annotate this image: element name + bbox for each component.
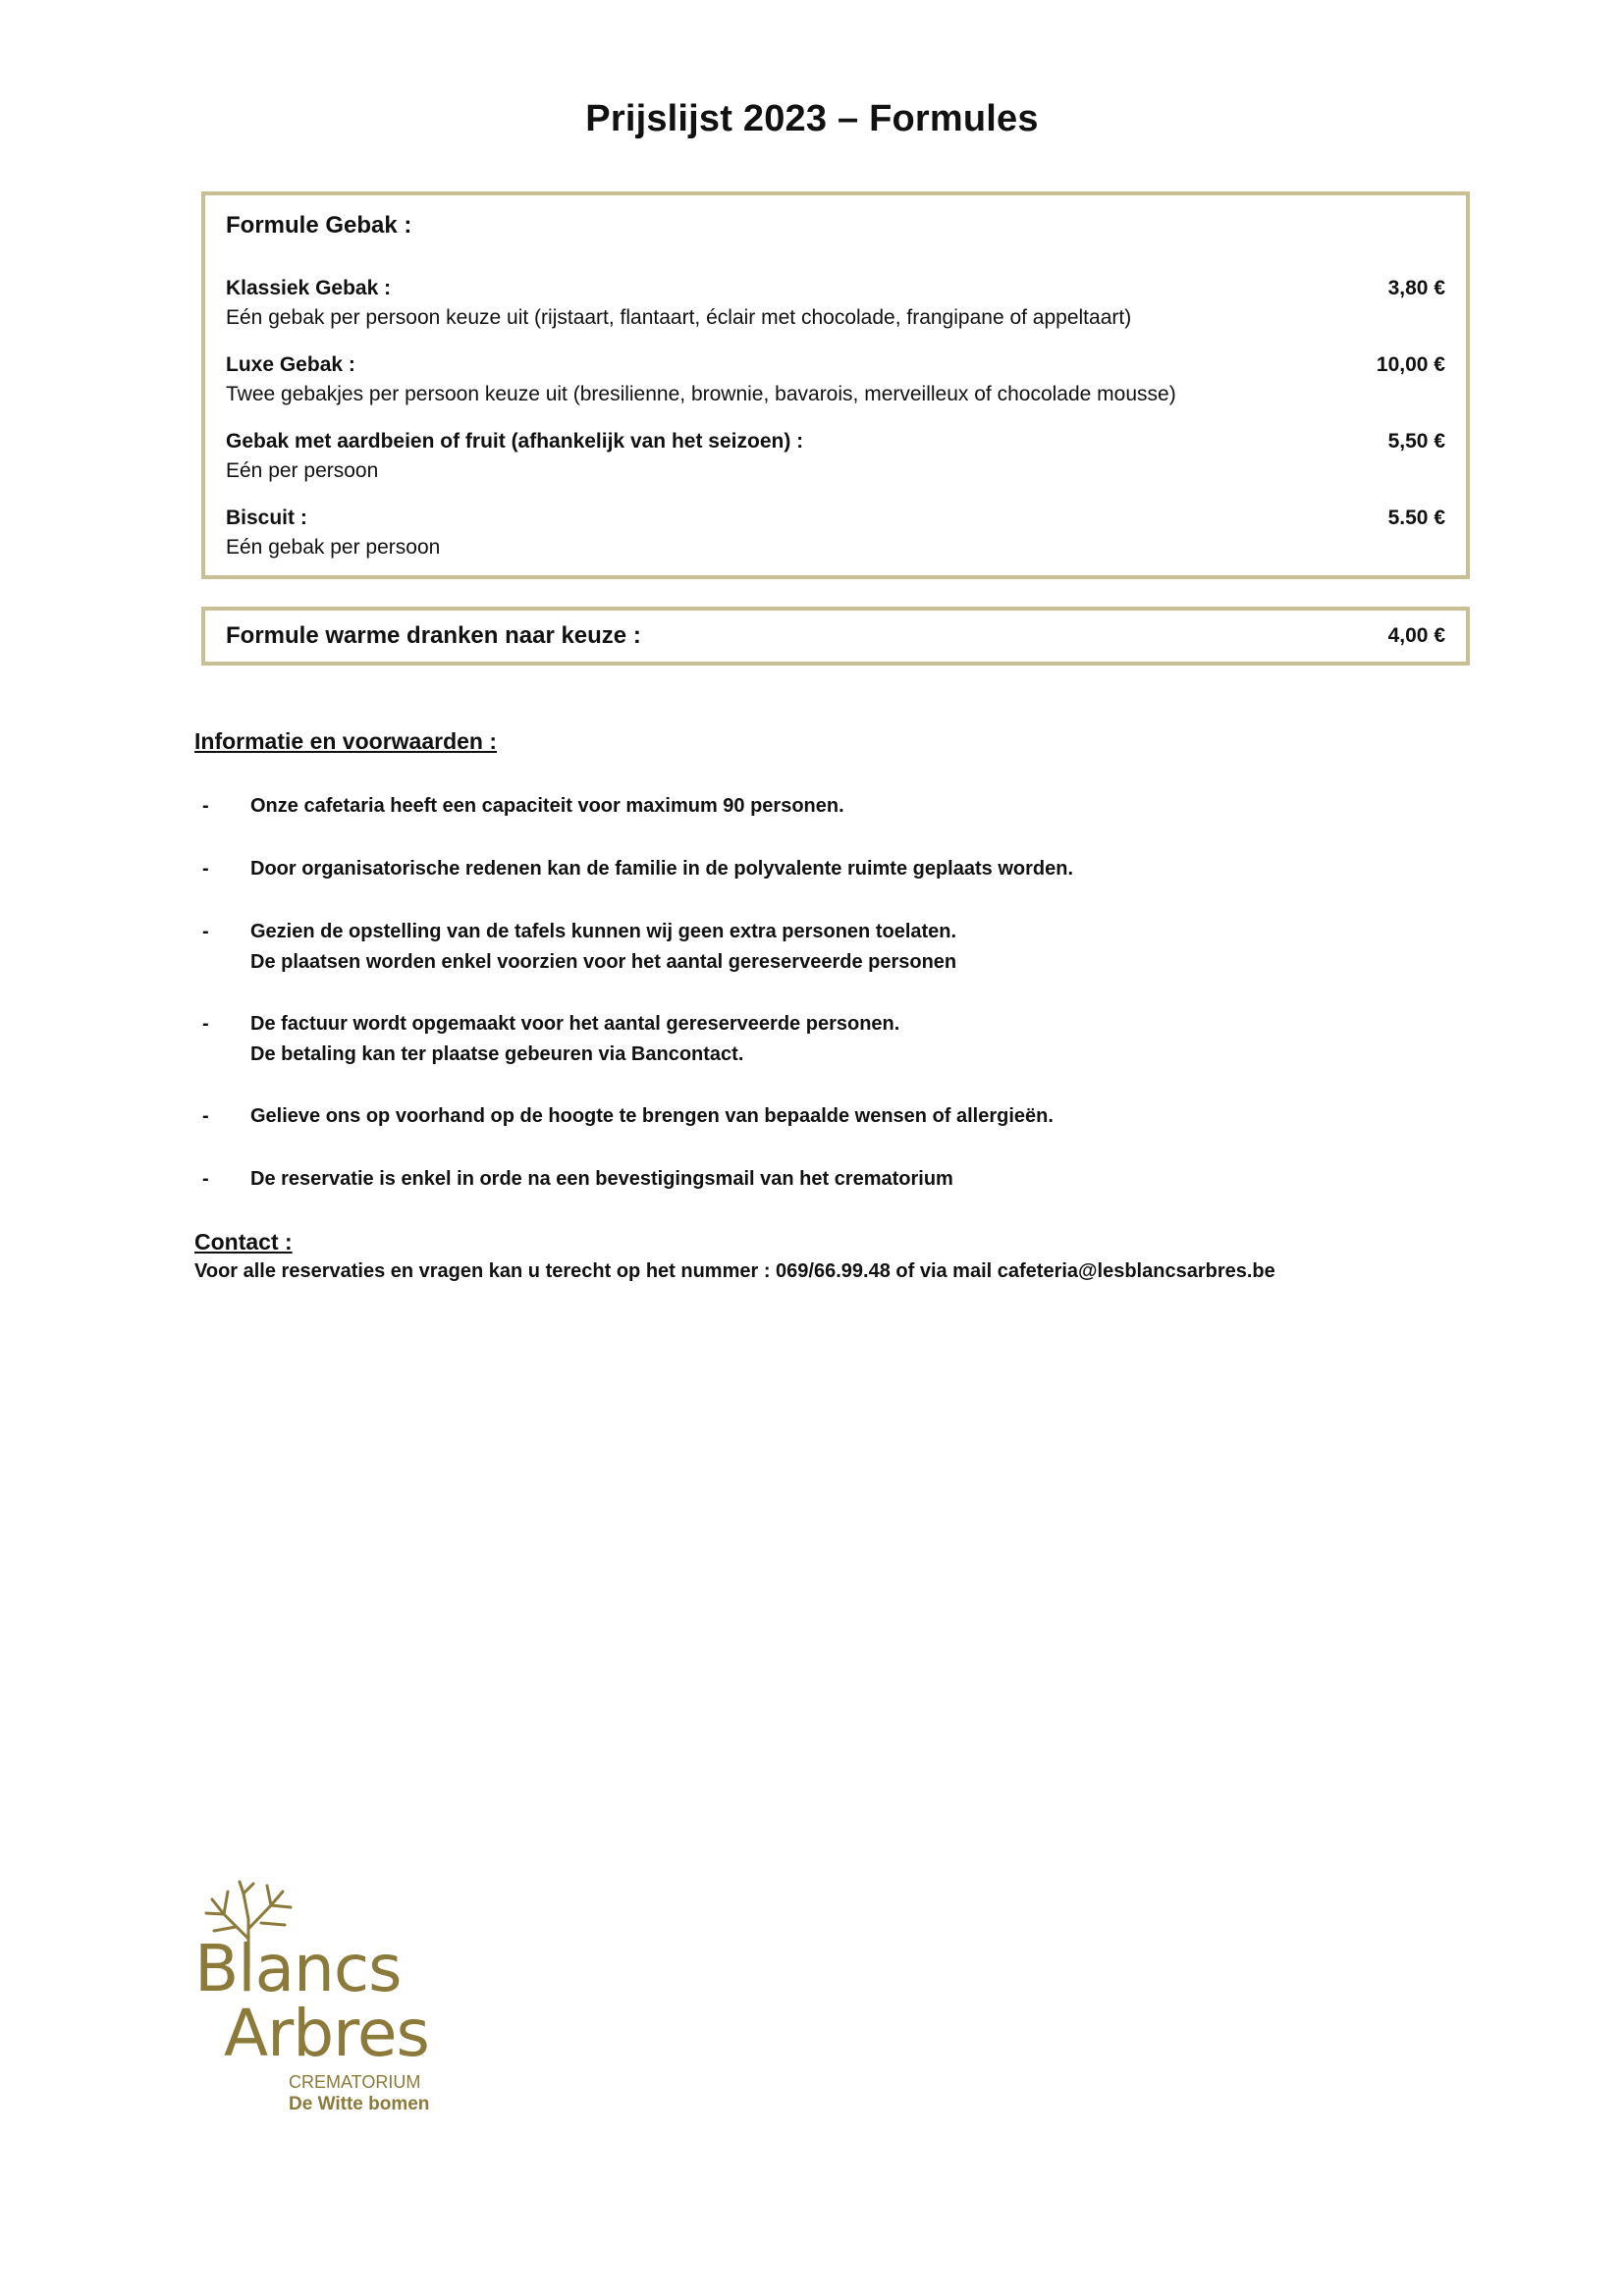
item-name: Gebak met aardbeien of fruit (afhankelijk van het seizoen) : [226, 430, 804, 453]
item-price: 5.50 € [1387, 507, 1445, 529]
bullet-dash: - [202, 858, 209, 880]
item-name: Biscuit : [226, 507, 307, 529]
bullet-dash: - [202, 795, 209, 817]
item-price: 10,00 € [1376, 353, 1445, 376]
bullet-dash: - [202, 1013, 209, 1035]
contact-text: Voor alle reservaties en vragen kan u terecht op het nummer : 069/66.99.48 of via mail cafeteria@lesblancsarbres.be [194, 1260, 1275, 1282]
item-name: Luxe Gebak : [226, 353, 355, 376]
bullet-dash: - [202, 1168, 209, 1190]
info-heading: Informatie en voorwaarden : [194, 728, 498, 754]
item-price: 5,50 € [1387, 430, 1445, 453]
item-price: 3,80 € [1387, 277, 1445, 299]
gebak-item-klassiek [226, 274, 1445, 333]
info-text: Onze cafetaria heeft een capaciteit voor maximum 90 personen. [250, 795, 844, 817]
blancs-arbres-logo [194, 1880, 469, 2115]
info-text: De reservatie is enkel in orde na een bevestigingsmail van het crematorium [250, 1168, 953, 1190]
gebak-item-fruit [226, 427, 1445, 486]
drinks-price: 4,00 € [1387, 624, 1445, 647]
gebak-formula-box [201, 191, 1470, 579]
logo-subtitle: CREMATORIUM [289, 2072, 421, 2092]
info-text: Door organisatorische redenen kan de familie in de polyvalente ruimte geplaats worden. [250, 858, 1073, 880]
info-text: De factuur wordt opgemaakt voor het aantal gereserveerde personen. [250, 1013, 900, 1035]
info-text: Gezien de opstelling van de tafels kunnen wij geen extra personen toelaten. [250, 921, 957, 942]
bullet-dash: - [202, 1105, 209, 1127]
item-description: Eén gebak per persoon [226, 536, 441, 559]
page-title: Prijslijst 2023 – Formules [585, 98, 1039, 139]
contact-heading: Contact : [194, 1229, 293, 1255]
logo-word-arbres: Arbres [224, 1996, 429, 2071]
drinks-formula-box [201, 607, 1470, 666]
item-description: Eén gebak per persoon keuze uit (rijstaart, flantaart, éclair met chocolade, frangipane of appeltaart) [226, 306, 1132, 329]
logo-word-blancs: Blancs [194, 1931, 402, 2006]
item-name: Klassiek Gebak : [226, 277, 392, 299]
info-text: Gelieve ons op voorhand op de hoogte te brengen van bepaalde wensen of allergieën. [250, 1105, 1054, 1127]
info-text-line2: De betaling kan ter plaatse gebeuren via Bancontact. [250, 1043, 744, 1065]
item-description: Eén per persoon [226, 459, 379, 482]
item-description: Twee gebakjes per persoon keuze uit (bresilienne, brownie, bavarois, merveilleux of chocolade mousse) [226, 383, 1176, 405]
logo-subtitle-dutch: De Witte bomen [289, 2094, 430, 2114]
info-text-line2: De plaatsen worden enkel voorzien voor het aantal gereserveerde personen [250, 951, 957, 973]
gebak-item-biscuit [226, 504, 1445, 562]
drinks-label: Formule warme dranken naar keuze : [226, 622, 641, 649]
gebak-item-luxe [226, 350, 1445, 409]
gebak-heading: Formule Gebak : [226, 212, 412, 239]
bullet-dash: - [202, 921, 209, 942]
